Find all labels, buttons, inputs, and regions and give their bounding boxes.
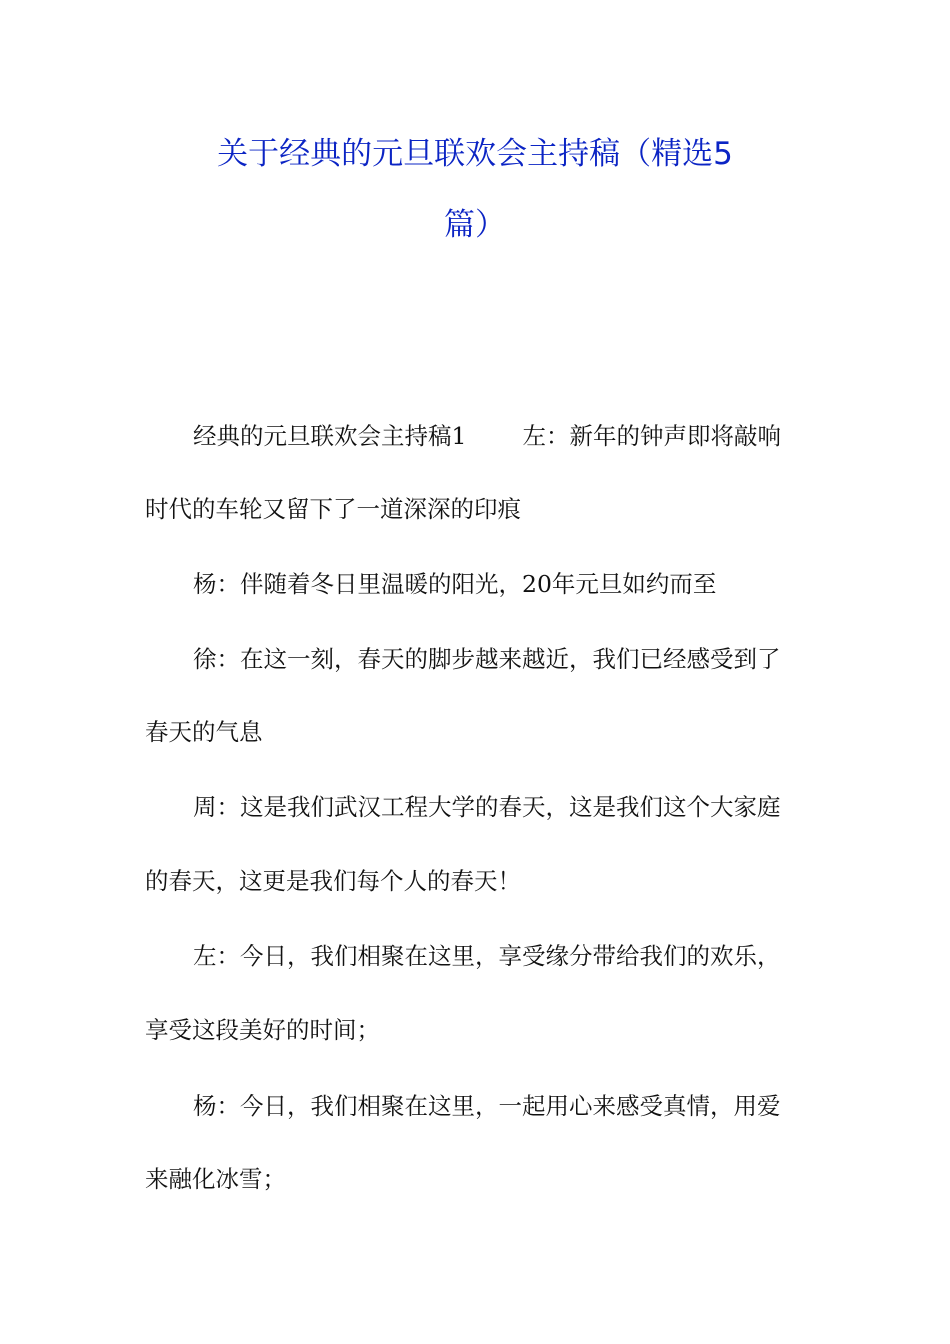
section-heading-label: 经典的元旦联欢会主持稿1 [193,422,467,450]
text-line: 杨：伴随着冬日里温暖的阳光，20年元旦如约而至 [193,570,717,598]
text-line: 左：今日，我们相聚在这里，享受缘分带给我们的欢乐， [193,942,781,970]
text-line: 周：这是我们武汉工程大学的春天，这是我们这个大家庭 [193,793,781,821]
text-line: 杨：今日，我们相聚在这里，一起用心来感受真情，用爱 [193,1092,781,1120]
paragraph-1 [193,420,781,452]
text-line: 时代的车轮又留下了一道深深的印痕 [145,495,521,523]
document-title-line-1: 关于经典的元旦联欢会主持稿（精选5 [217,136,733,172]
text-line: 享受这段美好的时间； [145,1016,380,1044]
text-line: 春天的气息 [145,718,263,746]
text-line: 左：新年的钟声即将敲响 [522,422,781,450]
text-line: 徐：在这一刻，春天的脚步越来越近，我们已经感受到了 [193,645,781,673]
text-line: 来融化冰雪； [145,1165,286,1193]
document-title-line-2: 篇） [444,207,506,243]
text-line: 的春天，这更是我们每个人的春天！ [145,867,521,895]
